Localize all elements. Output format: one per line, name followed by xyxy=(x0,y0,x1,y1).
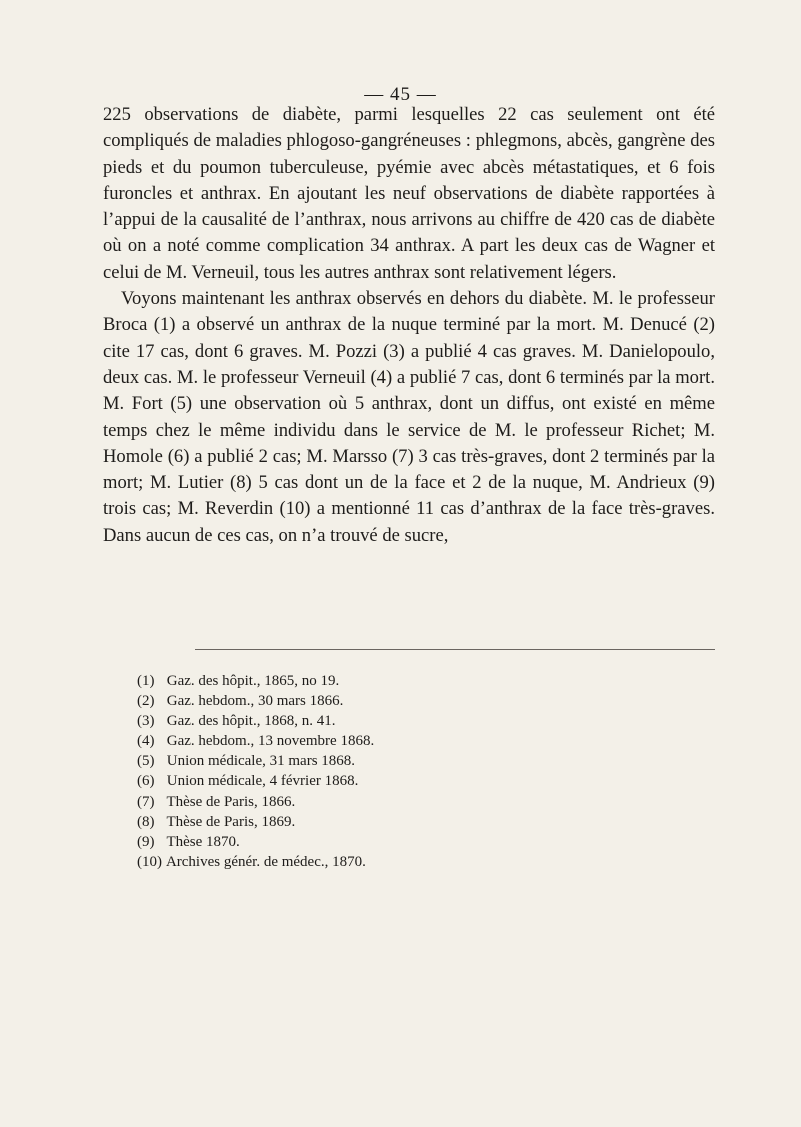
footnote-8 xyxy=(137,812,657,832)
footnote-9 xyxy=(137,832,657,852)
footnote-2 xyxy=(137,691,657,711)
footnote-text: Thèse 1870. xyxy=(166,833,240,850)
footnote-text: Union médicale, 4 février 1868. xyxy=(166,773,359,790)
footnote-number: (2) xyxy=(137,693,155,710)
paragraph-1: 225 observations de diabète, parmi lesquelles 22 cas seulement ont été compliqués de maladies phlogoso-gangréneuses : phlegmons, abcès, gangrène des pieds et du poumon tuberculeuse, pyémie avec abcès métastatiques, et 6 fois furoncles et anthrax. En ajoutant les neuf observations de diabète rapportées à l’appui de la causalité de l’anthrax, nous arrivons au chiffre de 420 cas de diabète où on a noté comme complication 34 anthrax. A part les deux cas de Wagner et celui de M. Verneuil, tous les autres anthrax sont relativement légers. xyxy=(103,104,715,283)
footnote-text: Thèse de Paris, 1866. xyxy=(166,793,296,810)
footnote-10 xyxy=(137,852,657,872)
page-number: — 45 — xyxy=(364,84,437,105)
footnote-number: (1) xyxy=(137,673,155,689)
footnote-5 xyxy=(137,751,657,771)
body-text xyxy=(103,102,715,549)
footnote-text: Gaz. des hôpit., 1868, n. 41. xyxy=(166,713,336,730)
footnote-number: (8) xyxy=(137,813,155,830)
footnote-3 xyxy=(137,711,657,731)
footnote-number: (6) xyxy=(137,773,155,790)
footnote-text: Archives génér. de médec., 1870. xyxy=(165,853,366,870)
footnote-number: (4) xyxy=(137,733,155,750)
footnote-text: Union médicale, 31 mars 1868. xyxy=(166,753,356,770)
footnote-7 xyxy=(137,792,657,812)
paragraph-2: Voyons maintenant les anthrax observés en dehors du diabète. M. le professeur Broca (1) a observé un anthrax de la nuque terminé par la mort. M. Denucé (2) cite 17 cas, dont 6 graves. M. Pozzi (3) a publié 4 cas graves. M. Danielopoulo, deux cas. M. le professeur Verneuil (4) a publié 7 cas, dont 6 terminés par la mort. M. Fort (5) une observation où 5 anthrax, dont un diffus, ont existé en même temps chez le même individu dans le service de M. le professeur Richet; M. Homole (6) a publié 2 cas; M. Marsso (7) 3 cas très-graves, dont 2 terminés par la mort; M. Lutier (8) 5 cas dont un de la face et 2 de la nuque, M. Andrieux (9) trois cas; M. Reverdin (10) a mentionné 11 cas d’anthrax de la face très-graves. Dans aucun de ces cas, on n’a trouvé de sucre, xyxy=(103,288,715,546)
footnote-text: Thèse de Paris, 1869. xyxy=(166,813,296,830)
footnote-separator xyxy=(195,649,715,650)
footnote-number: (3) xyxy=(137,713,155,730)
footnote-number: (7) xyxy=(137,793,155,810)
footnote-number: (10) xyxy=(137,853,162,870)
footnote-text: Gaz. des hôpit., 1865, no 19. xyxy=(166,673,340,689)
footnote-number: (5) xyxy=(137,753,155,770)
footnote-text: Gaz. hebdom., 30 mars 1866. xyxy=(166,693,344,710)
footnotes xyxy=(137,671,657,872)
footnote-6 xyxy=(137,771,657,791)
footnote-text: Gaz. hebdom., 13 novembre 1868. xyxy=(166,733,375,750)
footnote-1 xyxy=(137,671,657,691)
footnote-4 xyxy=(137,731,657,751)
footnote-number: (9) xyxy=(137,833,155,850)
